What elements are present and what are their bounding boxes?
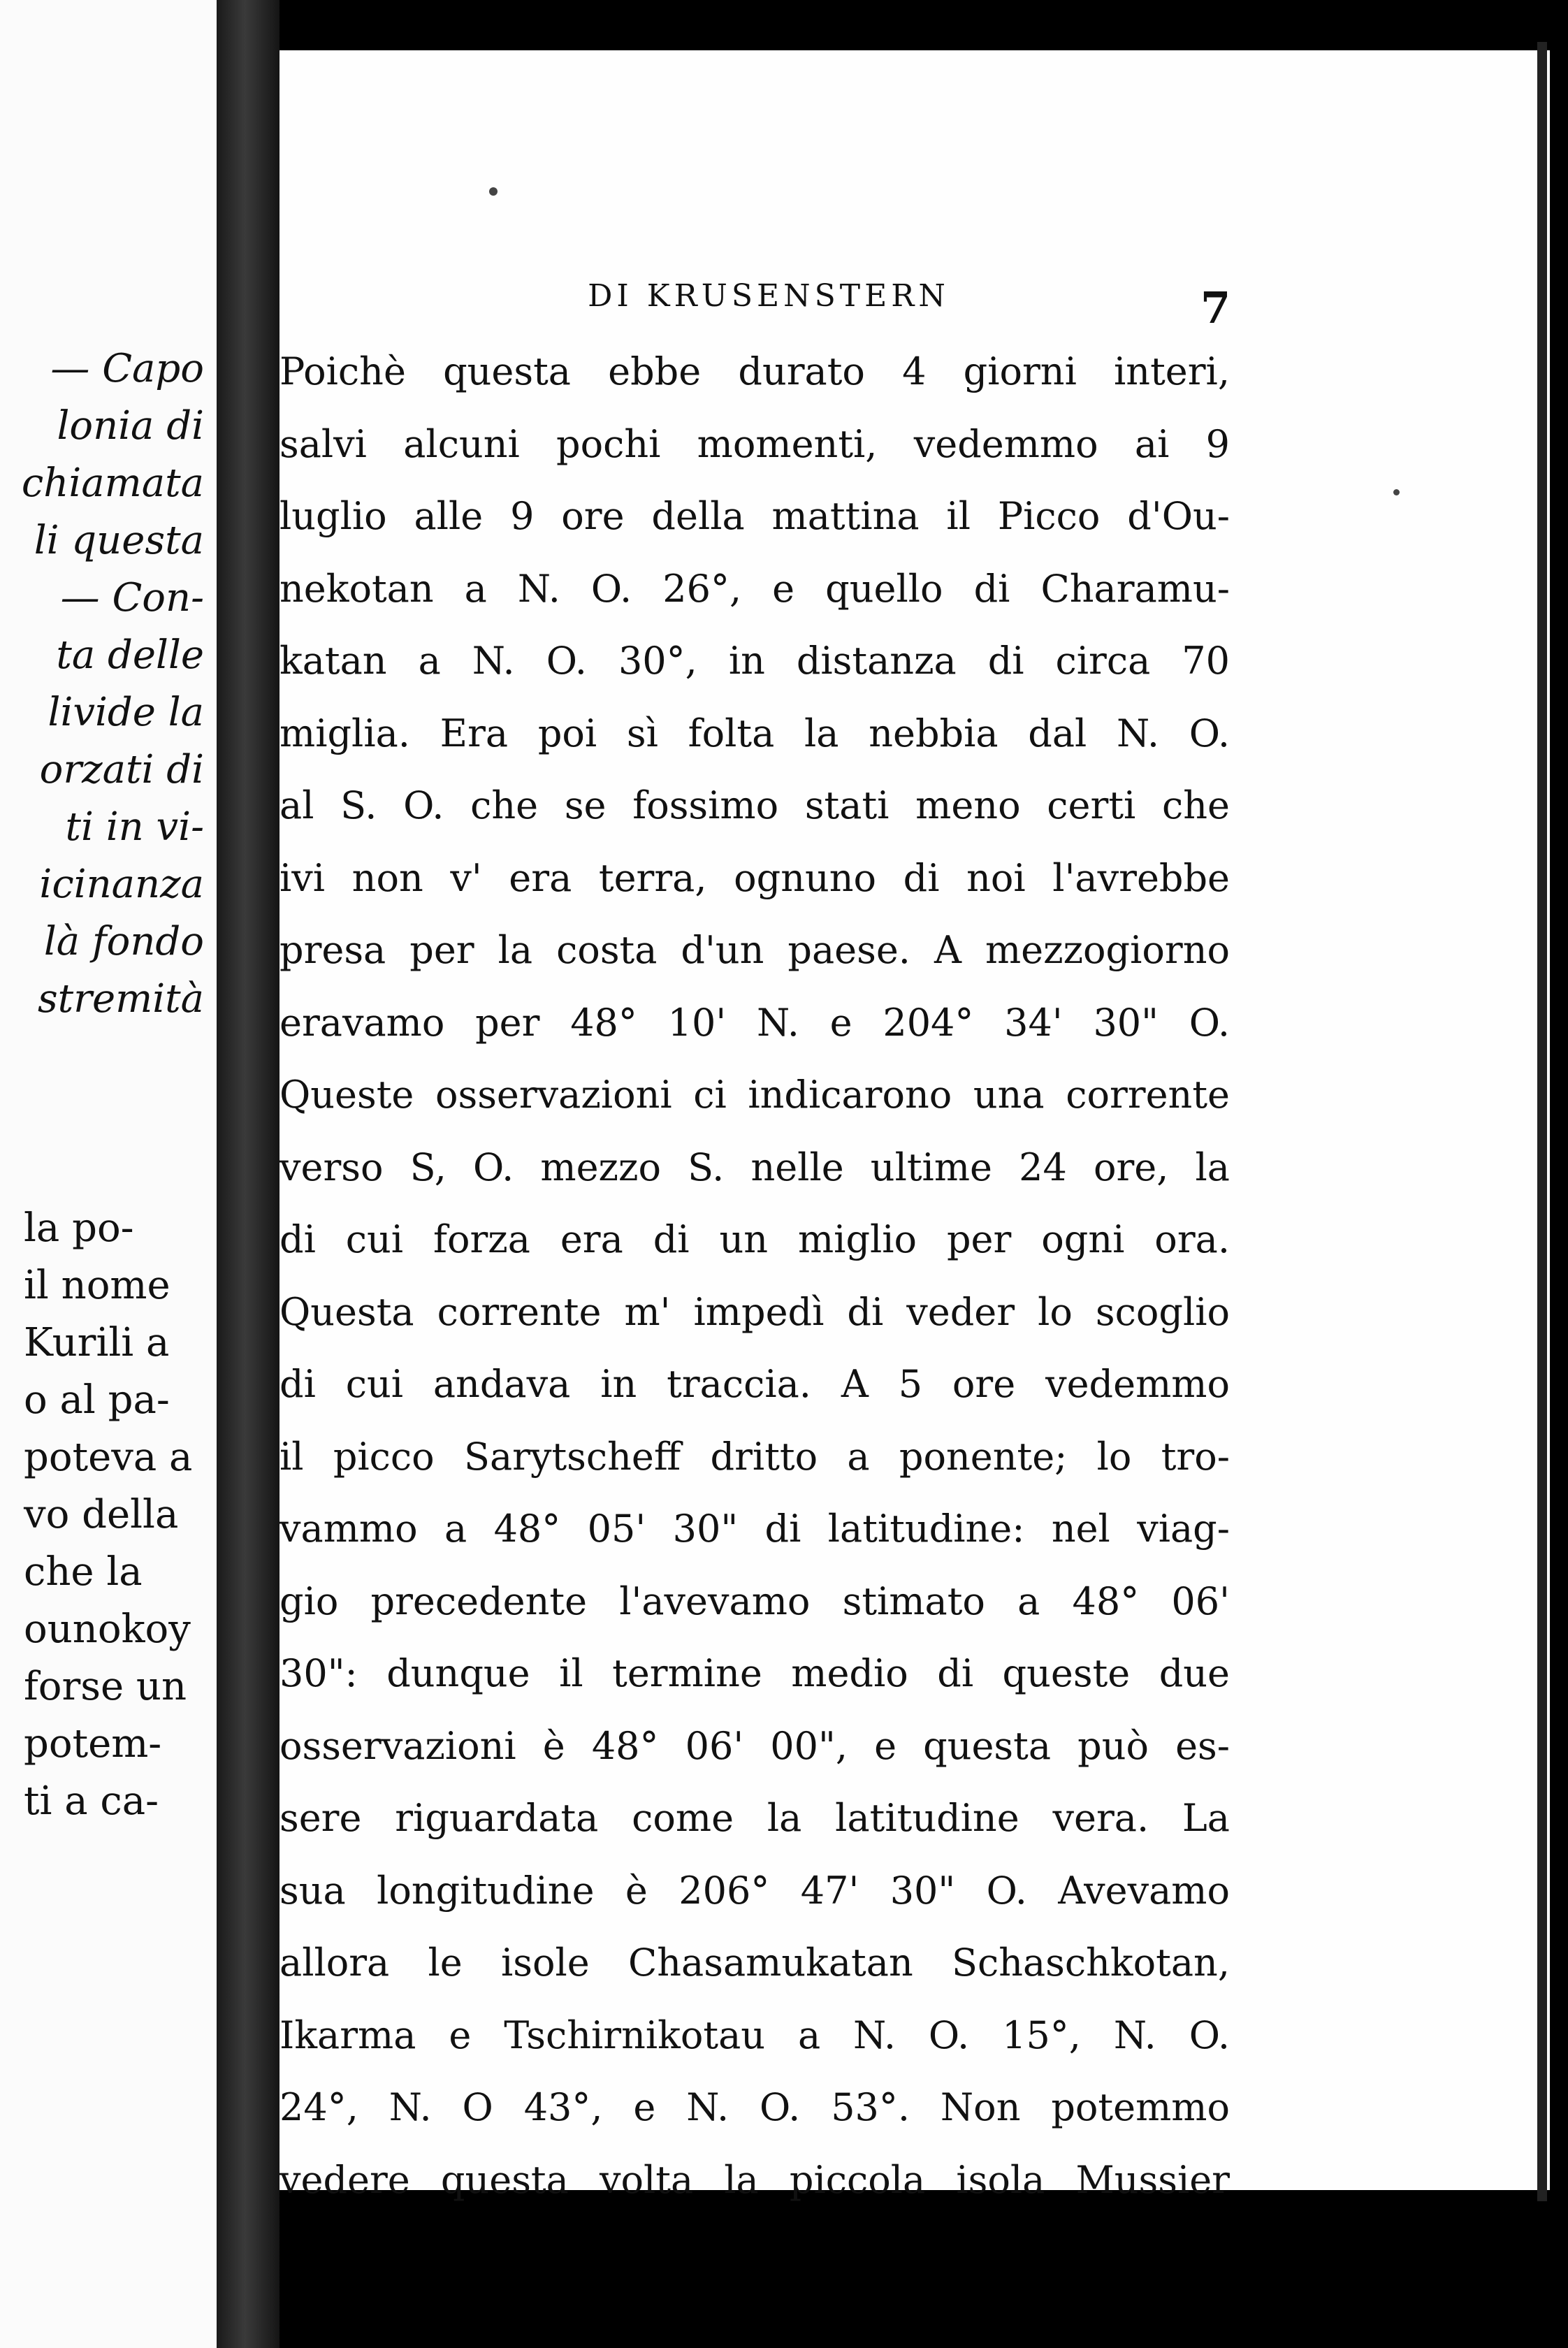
book-gutter xyxy=(217,0,280,2348)
left-page-line: orzati di xyxy=(39,747,204,792)
left-page-line: li questa xyxy=(34,518,204,563)
body-text-line: nekotan a N. O. 26°, e quello di Charamu- xyxy=(280,567,1230,611)
left-page-line: la po- xyxy=(24,1205,134,1251)
body-text-line: katan a N. O. 30°, in distanza di circa 70 xyxy=(280,639,1230,683)
body-text-line: al S. O. che se fossimo stati meno certi che xyxy=(280,783,1230,827)
body-text-line: ivi non v' era terra, ognuno di noi l'avrebbe xyxy=(280,856,1230,900)
body-text-line: 24°, N. O 43°, e N. O. 53°. Non potemmo xyxy=(280,2085,1230,2129)
body-text-line: Poichè questa ebbe durato 4 giorni interi, xyxy=(280,349,1230,393)
left-page-line: il nome xyxy=(24,1263,170,1308)
left-page-line: stremità xyxy=(37,976,204,1022)
left-page-line: potem- xyxy=(24,1721,162,1767)
body-text-line: il picco Sarytscheff dritto a ponente; lo tro- xyxy=(280,1435,1230,1479)
left-page-line: chiamata xyxy=(21,461,204,506)
left-page-line: livide la xyxy=(48,690,204,735)
body-text-line: luglio alle 9 ore della mattina il Picco d'Ou- xyxy=(280,494,1230,538)
left-page-line: là fondo xyxy=(43,919,204,964)
body-text-line: osservazioni è 48° 06' 00", e questa può es- xyxy=(280,1724,1230,1768)
body-text-line: allora le isole Chasamukatan Schaschkotan, xyxy=(280,1941,1230,1985)
left-page-line: che la xyxy=(24,1549,143,1595)
body-text-line: presa per la costa d'un paese. A mezzogiorno xyxy=(280,928,1230,972)
left-page-line: lonia di xyxy=(57,403,204,449)
body-text-line: sua longitudine è 206° 47' 30" O. Avevamo xyxy=(280,1869,1230,1913)
left-page-line: vo della xyxy=(24,1492,179,1537)
running-head: DI KRUSENSTERN xyxy=(588,278,950,314)
left-page-line: ti in vi- xyxy=(65,804,204,850)
left-page-line: ti a ca- xyxy=(24,1778,159,1824)
body-text-line: Queste osservazioni ci indicarono una corrente xyxy=(280,1073,1230,1117)
left-page-line: ounokoy xyxy=(24,1607,191,1652)
left-page-line: poteva a xyxy=(24,1435,193,1480)
ink-dot-mark xyxy=(489,187,498,196)
page-edge xyxy=(1537,42,1547,2201)
body-text-line: gio precedente l'avevamo stimato a 48° 06' xyxy=(280,1579,1230,1623)
body-text-line: di cui forza era di un miglio per ogni ora. xyxy=(280,1217,1230,1261)
body-text-line: 30": dunque il termine medio di queste due xyxy=(280,1651,1230,1695)
left-page-line: Kurili a xyxy=(24,1320,170,1365)
left-page-line: ta delle xyxy=(56,632,204,678)
body-text-line: Ikarma e Tschirnikotau a N. O. 15°, N. O. xyxy=(280,2013,1230,2057)
body-text-line: salvi alcuni pochi momenti, vedemmo ai 9 xyxy=(280,422,1230,466)
left-page-line: — Capo xyxy=(50,346,204,391)
body-text-line: di cui andava in traccia. A 5 ore vedemmo xyxy=(280,1362,1230,1406)
body-text-line: miglia. Era poi sì folta la nebbia dal N. O. xyxy=(280,711,1230,755)
left-page-line: icinanza xyxy=(39,862,204,907)
left-page-line: — Con- xyxy=(60,575,204,621)
ink-dot-mark xyxy=(1393,489,1400,495)
left-page-line: forse un xyxy=(24,1664,187,1709)
body-text-line: vammo a 48° 05' 30" di latitudine: nel viag- xyxy=(280,1507,1230,1551)
body-text-line: eravamo per 48° 10' N. e 204° 34' 30" O. xyxy=(280,1001,1230,1045)
body-text-line: Questa corrente m' impedì di veder lo scoglio xyxy=(280,1290,1230,1334)
body-text-line: verso S, O. mezzo S. nelle ultime 24 ore, la xyxy=(280,1145,1230,1189)
body-text-line: sere riguardata come la latitudine vera. La xyxy=(280,1796,1230,1840)
body-text-line: vedere questa volta la piccola isola Mussier xyxy=(280,2158,1230,2202)
left-page-line: o al pa- xyxy=(24,1377,170,1423)
page-number: 7 xyxy=(1200,282,1231,333)
